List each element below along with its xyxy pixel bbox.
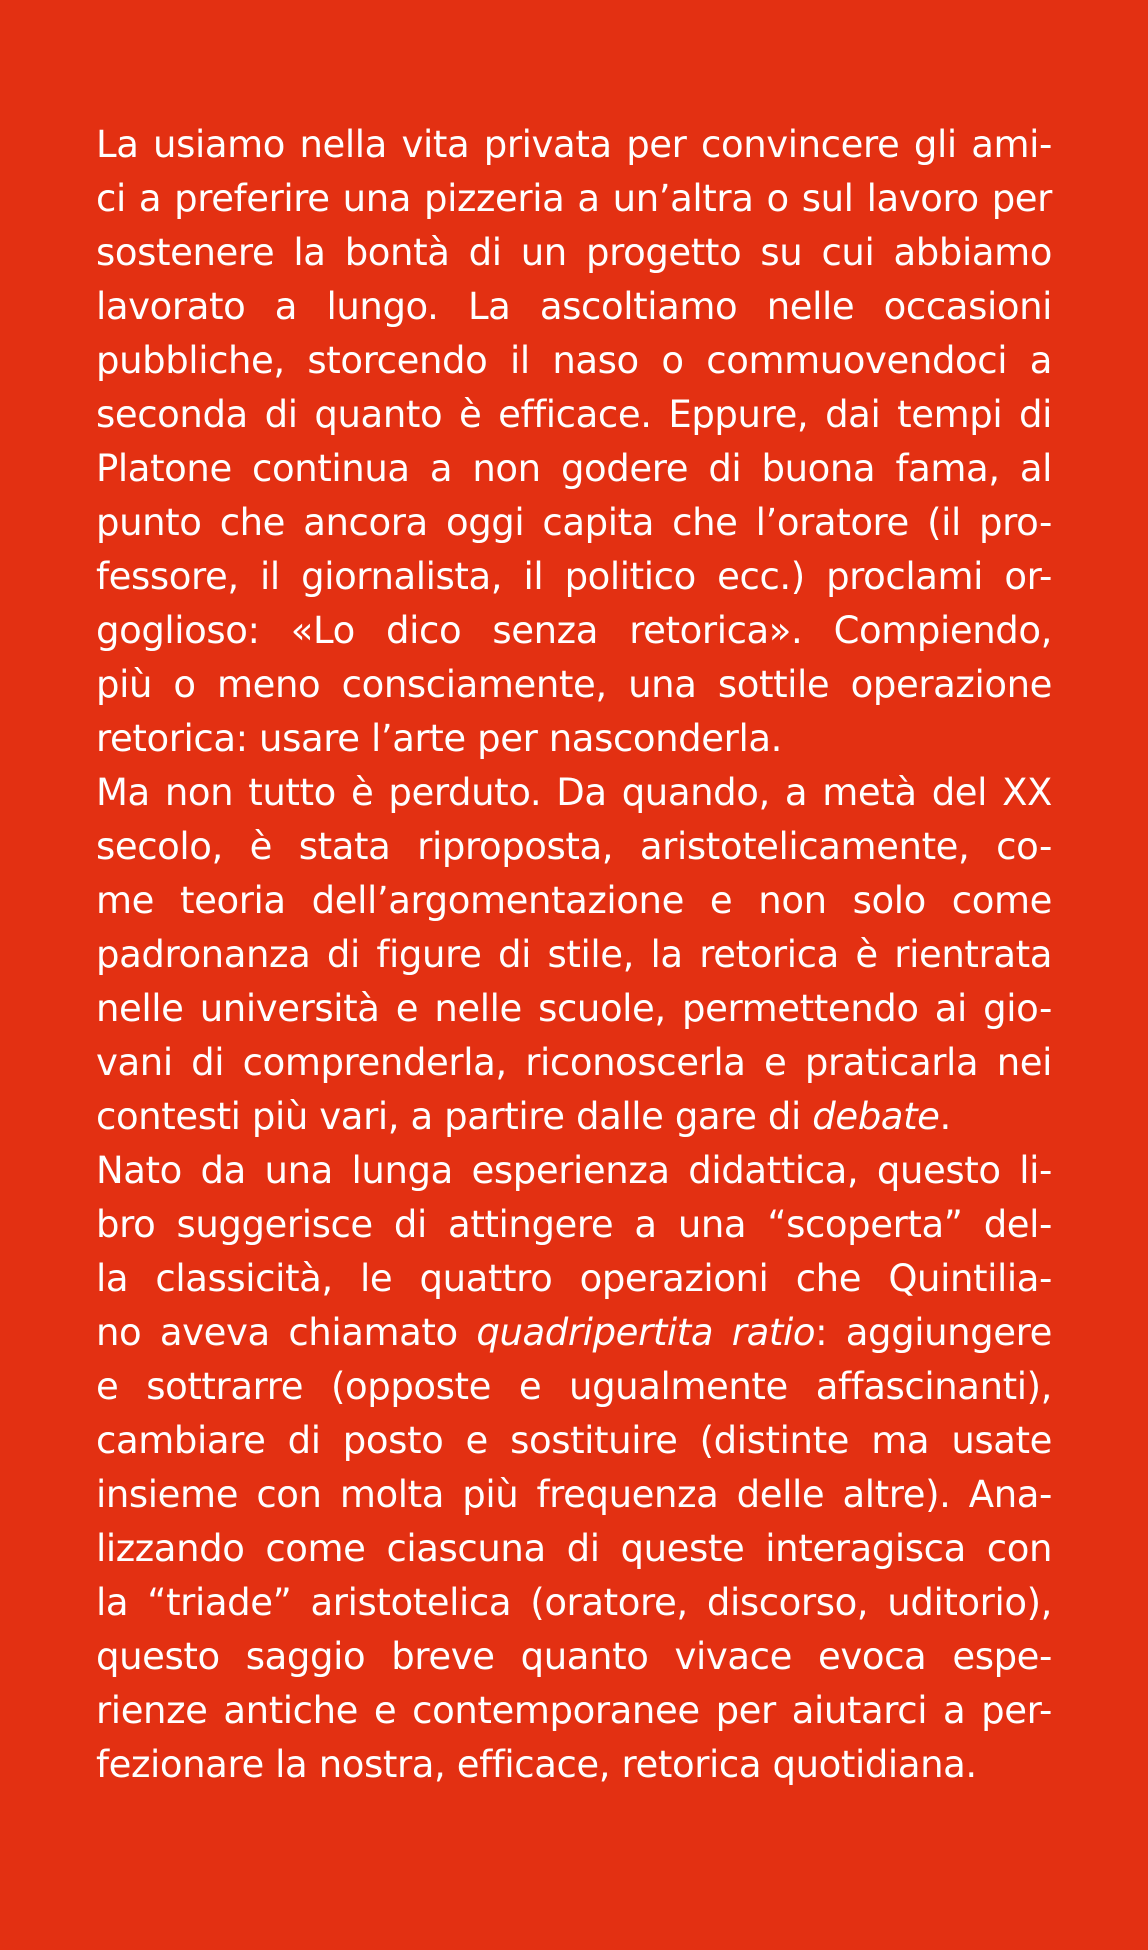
text-segment: . xyxy=(939,1095,951,1138)
text-line: lizzando come ciascuna di queste interagisca con xyxy=(96,1527,1052,1570)
text-segment: contesti più vari, a partire dalle gare di xyxy=(96,1095,813,1138)
text-line xyxy=(96,1090,1052,1144)
paragraph-3 xyxy=(96,1144,1052,1792)
text-line: Nato da una lunga esperienza didattica, questo li- xyxy=(96,1149,1052,1192)
text-line: vani di comprenderla, riconoscerla e praticarla nei xyxy=(96,1041,1052,1084)
text-segment: no aveva chiamato xyxy=(96,1311,477,1354)
text-line: secolo, è stata riproposta, aristotelicamente, co- xyxy=(96,825,1052,868)
italic-term: debate xyxy=(812,1095,940,1138)
text-line: lavorato a lungo. La ascoltiamo nelle occasioni xyxy=(96,285,1052,328)
blurb-text xyxy=(96,118,1052,1792)
text-line: nelle università e nelle scuole, permettendo ai gio- xyxy=(96,987,1052,1030)
text-line: ci a preferire una pizzeria a un’altra o sul lavoro per xyxy=(96,177,1052,220)
text-line: me teoria dell’argomentazione e non solo come xyxy=(96,879,1052,922)
text-line: goglioso: «Lo dico senza retorica». Compiendo, xyxy=(96,609,1052,652)
text-line: fessore, il giornalista, il politico ecc.) proclami or- xyxy=(96,555,1052,598)
text-line: padronanza di figure di stile, la retorica è rientrata xyxy=(96,933,1052,976)
text-line: Ma non tutto è perduto. Da quando, a metà del XX xyxy=(96,771,1052,814)
text-line: più o meno consciamente, una sottile operazione xyxy=(96,663,1052,706)
text-line: sostenere la bontà di un progetto su cui abbiamo xyxy=(96,231,1052,274)
italic-term: quadripertita ratio xyxy=(476,1311,816,1354)
paragraph-1 xyxy=(96,118,1052,766)
text-line: rienze antiche e contemporanee per aiutarci a per- xyxy=(96,1689,1052,1732)
text-line: retorica: usare l’arte per nasconderla. xyxy=(96,717,782,760)
text-line: e sottrarre (opposte e ugualmente affascinanti), xyxy=(96,1365,1052,1408)
text-line: questo saggio breve quanto vivace evoca espe- xyxy=(96,1635,1052,1678)
text-line xyxy=(96,1306,1052,1360)
paragraph-2 xyxy=(96,766,1052,1144)
text-line: fezionare la nostra, efficace, retorica quotidiana. xyxy=(96,1743,977,1786)
text-segment: : aggiungere xyxy=(815,1311,1052,1354)
text-line: la “triade” aristotelica (oratore, discorso, uditorio), xyxy=(96,1581,1052,1624)
text-line: la classicità, le quattro operazioni che Quintilia- xyxy=(96,1257,1052,1300)
text-line: bro suggerisce di attingere a una “scoperta” del- xyxy=(96,1203,1052,1246)
text-line: seconda di quanto è efficace. Eppure, dai tempi di xyxy=(96,393,1052,436)
text-line: punto che ancora oggi capita che l’oratore (il pro- xyxy=(96,501,1052,544)
text-line: insieme con molta più frequenza delle altre). Ana- xyxy=(96,1473,1052,1516)
text-line: cambiare di posto e sostituire (distinte ma usate xyxy=(96,1419,1052,1462)
text-line: pubbliche, storcendo il naso o commuovendoci a xyxy=(96,339,1052,382)
text-line: La usiamo nella vita privata per convincere gli ami- xyxy=(96,123,1052,166)
text-line: Platone continua a non godere di buona fama, al xyxy=(96,447,1052,490)
